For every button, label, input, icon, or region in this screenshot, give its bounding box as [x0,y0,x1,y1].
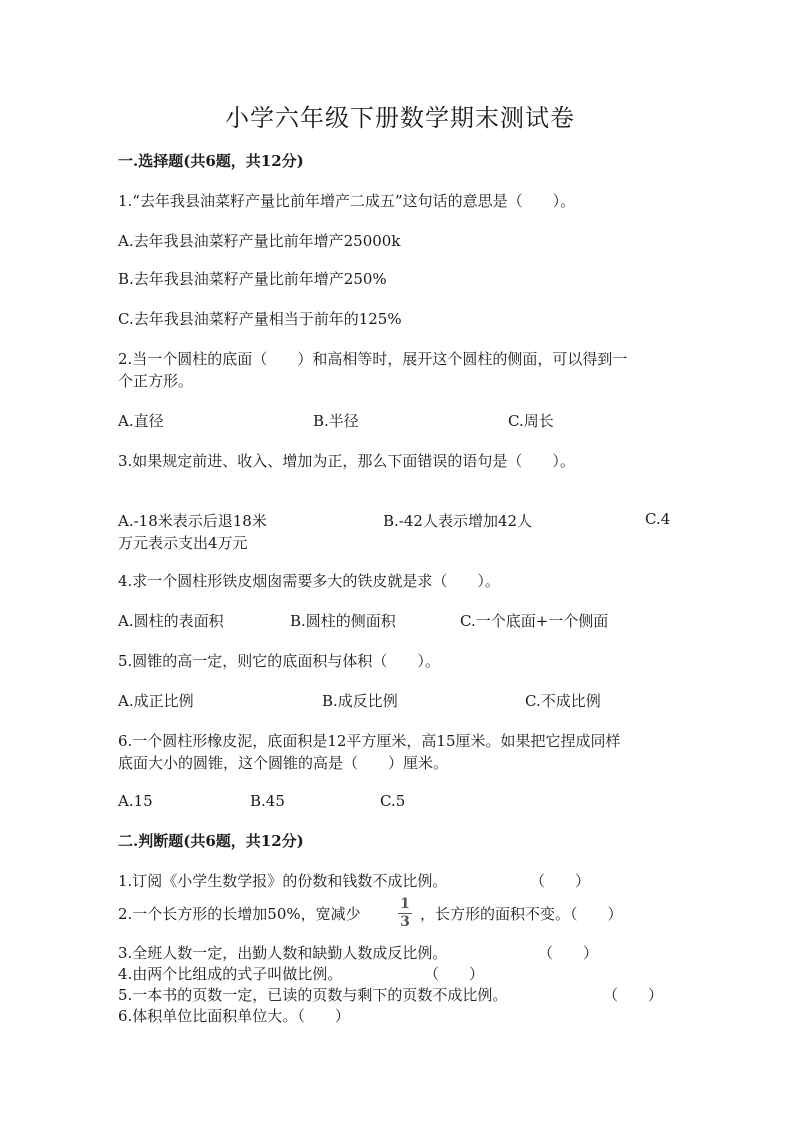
question-6-stem-line1: 6.一个圆柱形橡皮泥，底面积是12平方厘米，高15厘米。如果把它捏成同样 [118,732,621,750]
question-5-stem: 5.圆锥的高一定，则它的底面积与体积（ ）。 [118,652,440,670]
question-1-option-a: A.去年我县油菜籽产量比前年增产25000k [118,232,401,250]
question-2-stem-line1: 2.当一个圆柱的底面（ ）和高相等时，展开这个圆柱的侧面，可以得到一 [118,350,628,368]
question-6-option-b: B.45 [250,792,285,810]
question-4-option-b: B.圆柱的侧面积 [290,612,396,630]
question-1-stem: 1.“去年我县油菜籽产量比前年增产二成五”这句话的意思是（ ）。 [118,192,576,210]
judgement-1-text: 1.订阅《小学生数学报》的份数和钱数不成比例。 [118,872,448,890]
judgement-3-text: 3.全班人数一定，出勤人数和缺勤人数成反比例。 [118,944,448,962]
question-6-option-a: A.15 [118,792,153,810]
question-2-option-c: C.周长 [508,412,554,430]
question-3-option-b: B.-42人表示增加42人 [383,512,533,530]
question-3-option-c-continued: 万元表示支出4万元 [118,534,248,552]
page-title: 小学六年级下册数学期末测试卷 [225,104,575,132]
judgement-2-text-after: ，长方形的面积不变。（ ） [420,905,623,923]
question-1-option-c: C.去年我县油菜籽产量相当于前年的125% [118,310,402,328]
fraction-numerator: 1 [400,896,410,912]
judgement-1-blank: （ ） [530,872,591,890]
judgement-5-text: 5.一本书的页数一定，已读的页数与剩下的页数不成比例。 [118,986,508,1004]
judgement-3-blank: （ ） [538,944,599,962]
section-heading-choice: 一.选择题(共6题，共12分) [118,152,304,170]
question-3-option-a: A.-18米表示后退18米 [118,512,267,530]
question-6-stem-line2: 底面大小的圆锥，这个圆锥的高是（ ）厘米。 [118,754,449,772]
judgement-4-blank: （ ） [424,965,485,983]
fraction-denominator: 3 [400,914,410,930]
section-heading-judgement: 二.判断题(共6题，共12分) [118,832,304,850]
question-6-option-c: C.5 [380,792,406,810]
question-2-option-a: A.直径 [118,412,164,430]
fraction-one-third [398,897,412,930]
question-3-stem: 3.如果规定前进、收入、增加为正，那么下面错误的语句是（ ）。 [118,452,575,470]
question-3-option-c: C.4 [645,510,671,528]
question-2-stem-line2: 个正方形。 [118,372,194,390]
question-2-option-b: B.半径 [313,412,359,430]
question-4-option-a: A.圆柱的表面积 [118,612,224,630]
judgement-5-blank: （ ） [603,986,664,1004]
question-4-option-c: C.一个底面+一个侧面 [460,612,609,630]
judgement-2-text: 2.一个长方形的长增加50%，宽减少 [118,905,361,923]
judgement-6-text: 6.体积单位比面积单位大。（ ） [118,1007,350,1025]
question-5-option-c: C.不成比例 [525,692,601,710]
question-5-option-b: B.成反比例 [322,692,398,710]
question-5-option-a: A.成正比例 [118,692,194,710]
question-1-option-b: B.去年我县油菜籽产量比前年增产250% [118,270,387,288]
question-4-stem: 4.求一个圆柱形铁皮烟囱需要多大的铁皮就是求（ ）。 [118,572,500,590]
judgement-4-text: 4.由两个比组成的式子叫做比例。 [118,965,343,983]
